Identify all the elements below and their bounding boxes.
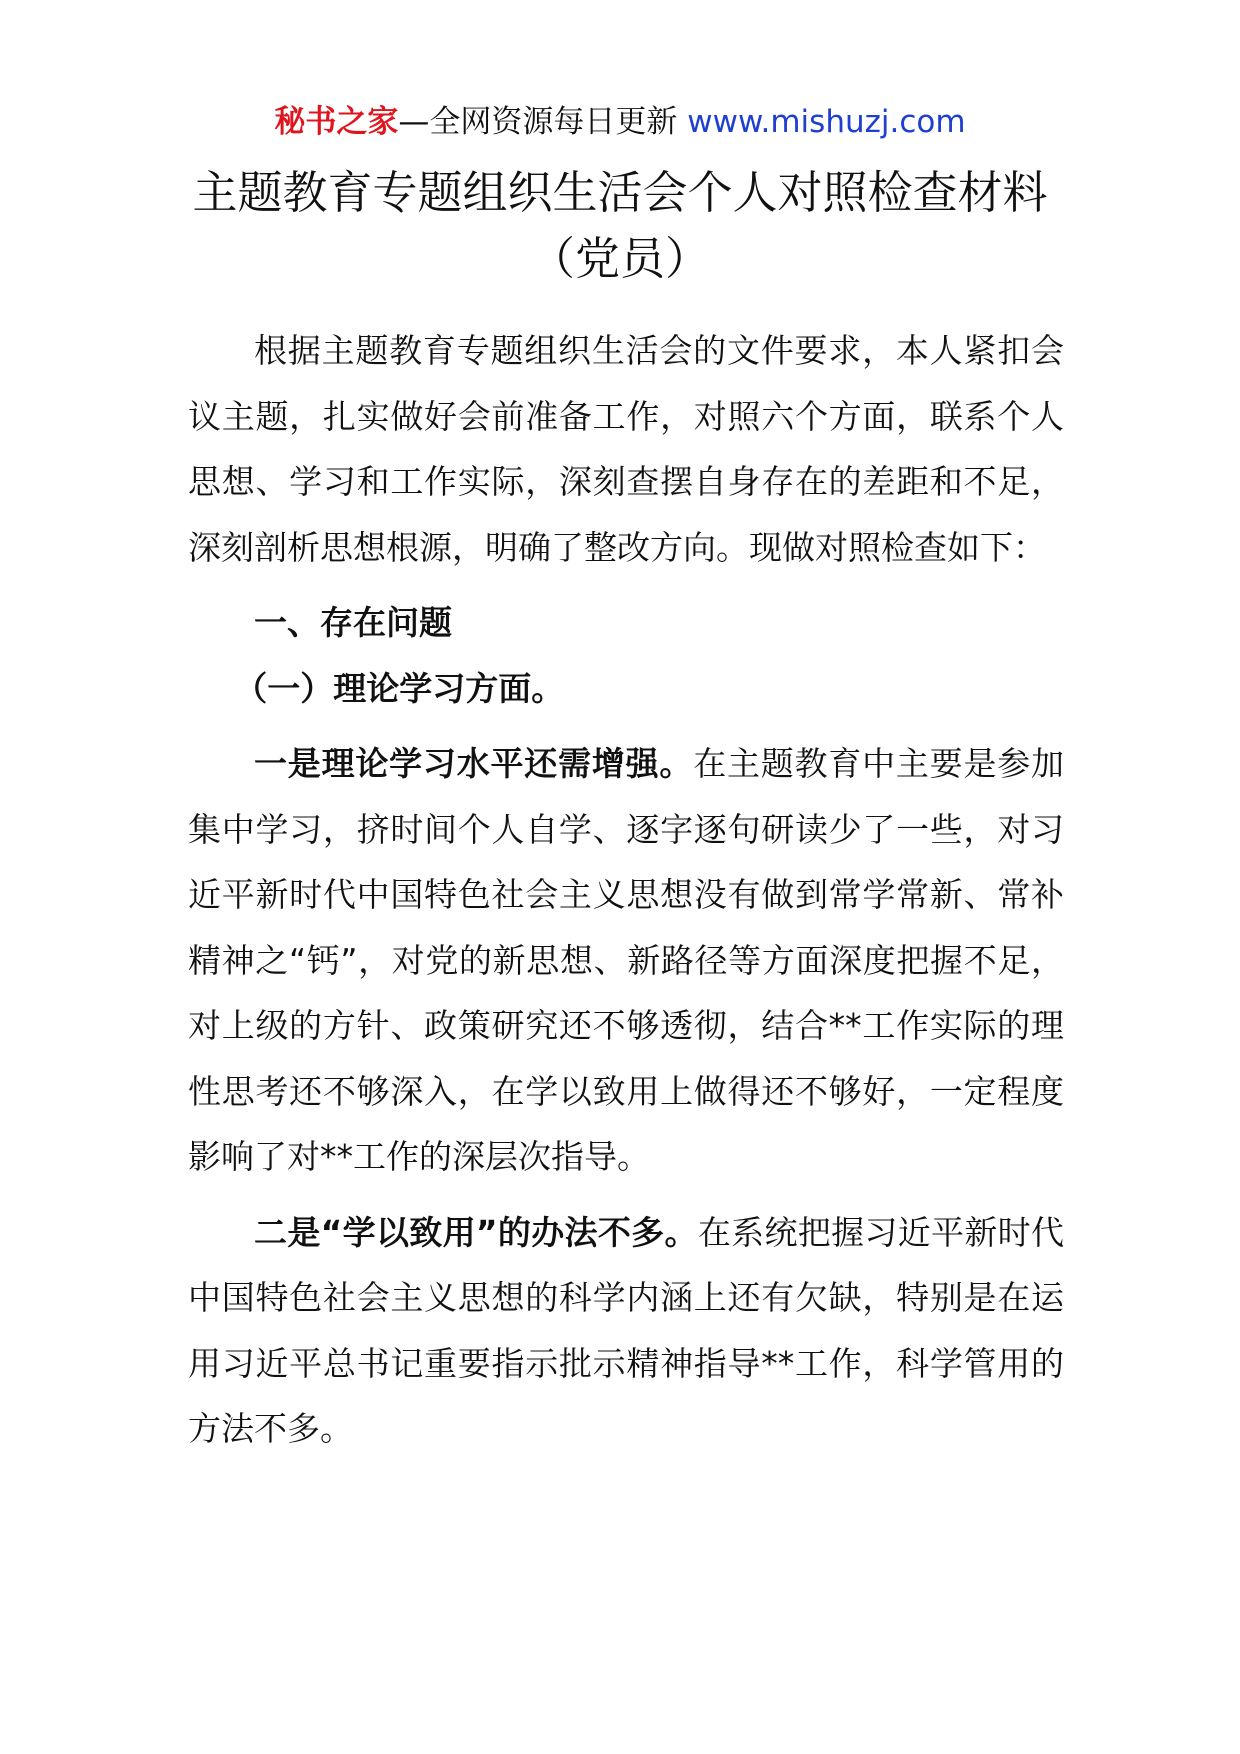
document-title: 主题教育专题组织生活会个人对照检查材料（党员）: [192, 166, 1048, 285]
point-body: 在系统把握习近平新时代中国特色社会主义思想的科学内涵上还有欠缺，特别是在运用习近平总书记重要指示批示精神指导**工作，科学管用的方法不多。: [188, 1212, 1064, 1448]
intro-paragraph: 根据主题教育专题组织生活会的文件要求，本人紧扣会议主题，扎实做好会前准备工作，对照六个方面，联系个人思想、学习和工作实际，深刻查摆自身存在的差距和不足，深刻剖析思想根源，明确了整改方向。现做对照检查如下：: [188, 331, 1064, 567]
subsection-heading: （一）理论学习方面。: [234, 668, 565, 708]
document-body: [188, 318, 1064, 1462]
point-lead: 二是“学以致用”的办法不多。: [254, 1212, 698, 1252]
point-paragraph: [188, 731, 1064, 1190]
site-brand: 秘书之家: [274, 104, 399, 140]
site-banner: [0, 100, 1240, 144]
site-url[interactable]: www.mishuzj.com: [687, 104, 966, 140]
site-slogan: —全网资源每日更新: [398, 104, 688, 140]
section-heading: 一、存在问题: [254, 603, 452, 642]
point-paragraph: [188, 1200, 1064, 1462]
point-lead: 一是理论学习水平还需增强。: [254, 744, 694, 783]
point-body: 在主题教育中主要是参加集中学习，挤时间个人自学、逐字逐句研读少了一些，对习近平新时代中国特色社会主义思想没有做到常学常新、常补精神之“钙”，对党的新思想、新路径等方面深度把握不足，对上级的方针、政策研究还不够透彻，结合**工作实际的理性思考还不够深入，在学以致用上做得还不够好，一定程度影响了对**工作的深层次指导。: [188, 744, 1065, 1176]
